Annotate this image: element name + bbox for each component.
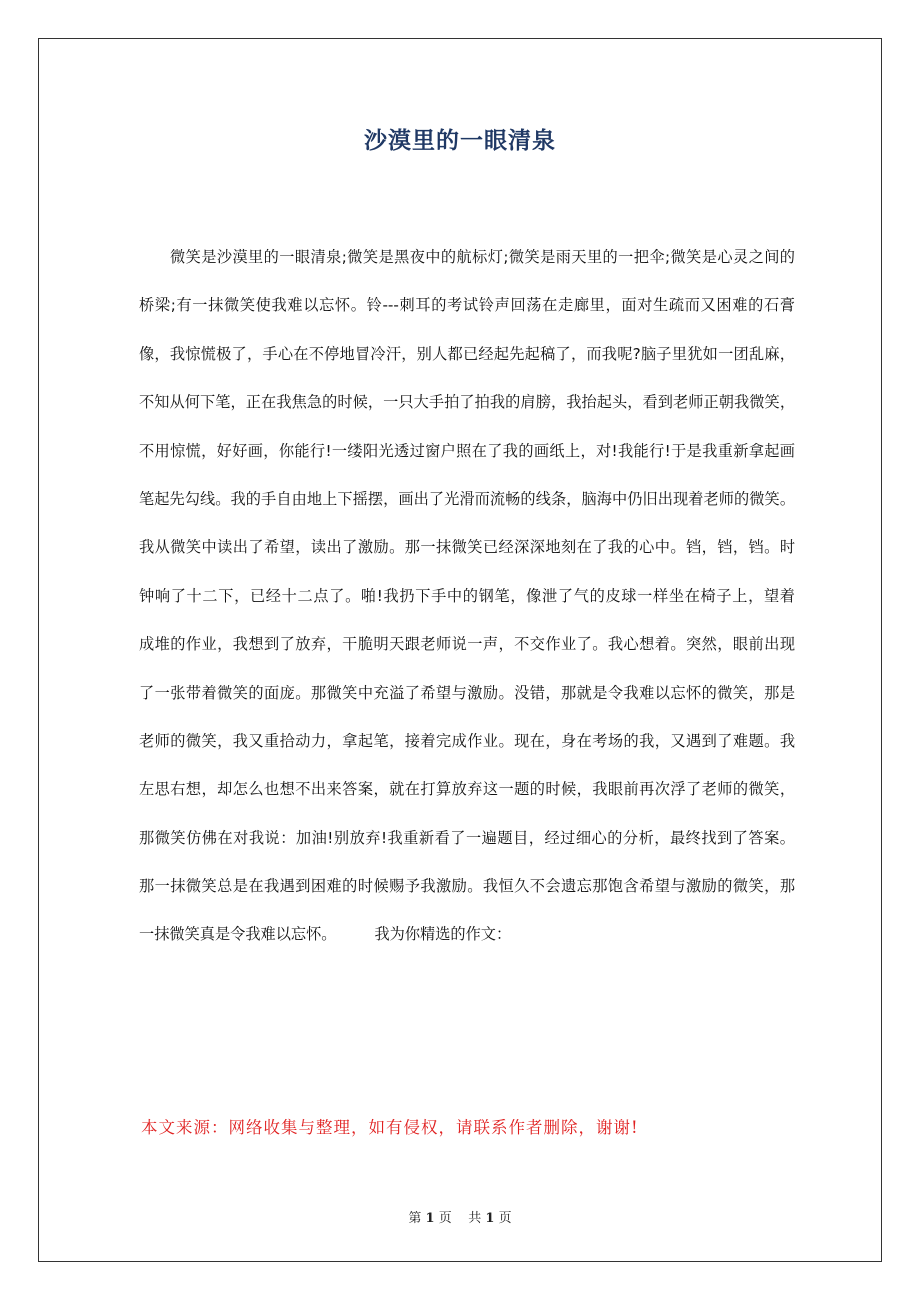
body-line: 桥梁;有一抹微笑使我难以忘怀。铃---刺耳的考试铃声回荡在走廊里，面对生疏而又困难的石膏 <box>139 296 795 315</box>
page-footer <box>0 1207 920 1226</box>
body-line: 那微笑仿佛在对我说：加油!别放弃!我重新看了一遍题目，经过细心的分析，最终找到了答案。 <box>139 828 795 847</box>
body-line: 不用惊慌，好好画，你能行!一缕阳光透过窗户照在了我的画纸上，对!我能行!于是我重新拿起画 <box>139 441 795 460</box>
body-line: 笔起先勾线。我的手自由地上下摇摆，画出了光滑而流畅的线条，脑海中仍旧出现着老师的微笑。 <box>139 489 795 508</box>
footer-page-unit: 页 <box>438 1211 452 1226</box>
article-body <box>139 233 795 959</box>
body-line: 老师的微笑，我又重拾动力，拿起笔，接着完成作业。现在，身在考场的我，又遇到了难题。我 <box>139 731 795 750</box>
body-selection-note: 我为你精选的作文： <box>374 925 512 944</box>
body-last-line <box>139 910 795 958</box>
footer-page-prefix: 第 <box>408 1211 422 1226</box>
body-line: 那一抹微笑总是在我遇到困难的时候赐予我激励。我恒久不会遗忘那饱含希望与激励的微笑，那 <box>139 877 795 896</box>
body-line: 不知从何下笔，正在我焦急的时候，一只大手拍了拍我的肩膀，我抬起头，看到老师正朝我微笑， <box>139 393 795 412</box>
body-closing-sentence: 一抹微笑真是令我难以忘怀。 <box>139 925 337 944</box>
footer-total-prefix: 共 <box>468 1211 482 1226</box>
body-line: 了一张带着微笑的面庞。那微笑中充溢了希望与激励。没错，那就是令我难以忘怀的微笑，那是 <box>139 683 795 702</box>
body-line: 左思右想，却怎么也想不出来答案，就在打算放弃这一题的时候，我眼前再次浮了老师的微笑， <box>139 780 795 799</box>
body-line: 微笑是沙漠里的一眼清泉;微笑是黑夜中的航标灯;微笑是雨天里的一把伞;微笑是心灵之间的 <box>170 248 795 266</box>
footer-page-number: 1 <box>425 1211 435 1226</box>
body-line: 成堆的作业，我想到了放弃，干脆明天跟老师说一声，不交作业了。我心想着。突然，眼前出现 <box>139 635 795 654</box>
body-line: 钟响了十二下，已经十二点了。啪!我扔下手中的钢笔，像泄了气的皮球一样坐在椅子上，望着 <box>139 586 795 605</box>
body-line: 我从微笑中读出了希望，读出了激励。那一抹微笑已经深深地刻在了我的心中。铛，铛，铛。时 <box>139 538 795 557</box>
body-line: 像，我惊慌极了，手心在不停地冒冷汗，别人都已经起先起稿了，而我呢?脑子里犹如一团乱麻， <box>139 344 795 363</box>
document-title: 沙漠里的一眼清泉 <box>364 128 556 154</box>
footer-total-unit: 页 <box>498 1211 512 1226</box>
footer-total-pages: 1 <box>485 1211 495 1226</box>
source-disclaimer: 本文来源：网络收集与整理，如有侵权，请联系作者删除，谢谢! <box>141 1118 639 1137</box>
